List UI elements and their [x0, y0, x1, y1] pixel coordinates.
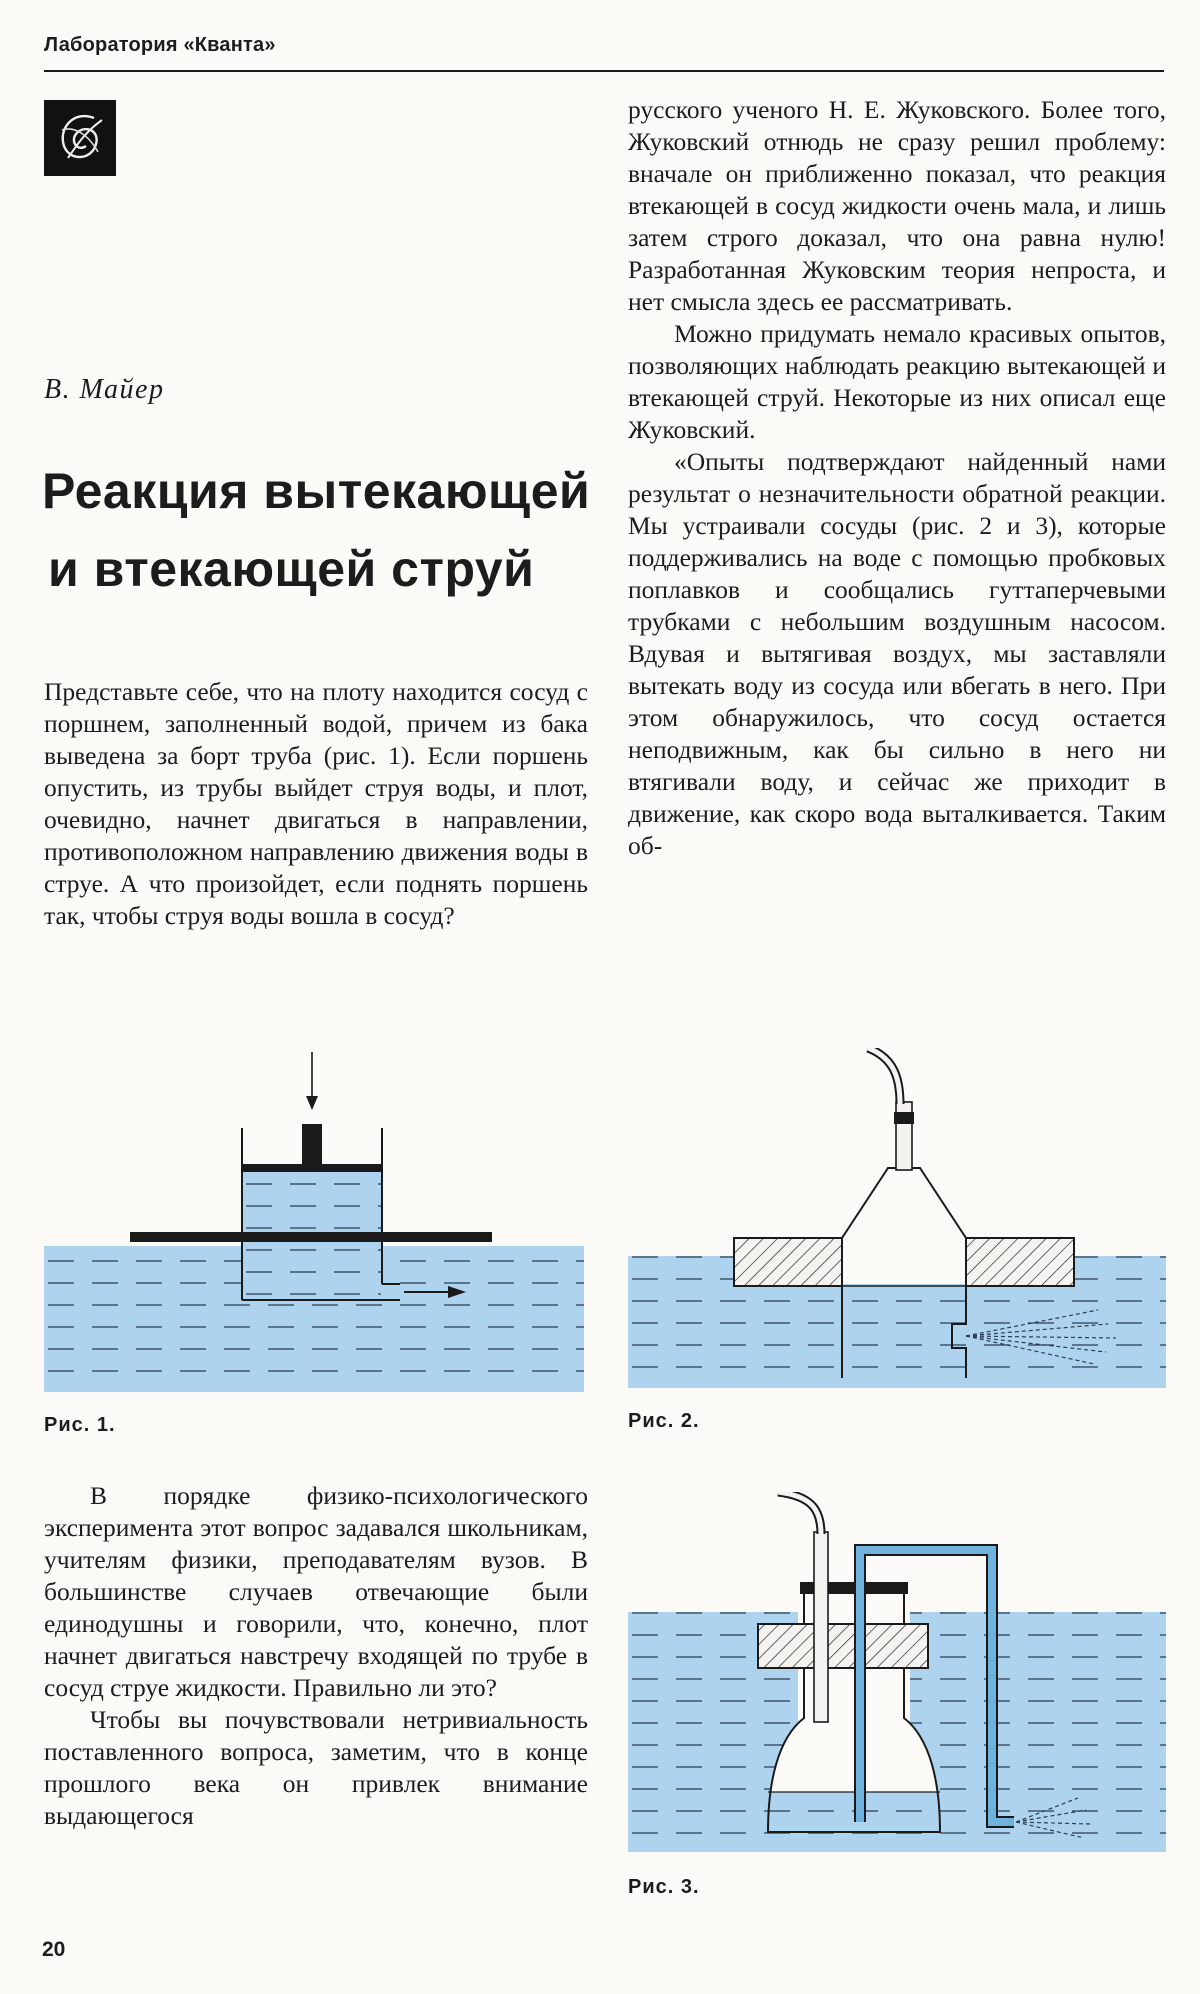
paragraph: Чтобы вы почувствовали нетривиальность поставленного вопроса, заметим, что в конце прошлого века он привлек внимание выдающегося: [44, 1705, 588, 1830]
left-column-top: [44, 676, 588, 932]
paragraph: «Опыты подтверждают найденный нами результат о незначительности обратной реакции. Мы устраивали сосуды (рис. 2 и 3), которые поддерживались на воде с помощью пробковых поплавков и сообщались гуттаперчевыми трубками с небольшим воздушным насосом. Вдувая и вытягивая воздух, мы заставляли вытекать воду из сосуда или вбегать в него. При этом обнаружилось, что сосуд остается неподвижным, как бы сильно в него ни втягивали воду, и сейчас же приходит в движение, как скоро вода выталкивается. Таким об-: [628, 447, 1166, 860]
section-header: Лаборатория «Кванта»: [44, 34, 276, 56]
paragraph: русского ученого Н. Е. Жуковского. Более того, Жуковский отнюдь не сразу решил проблему: вначале он приближенно показал, что реакция втекающей в сосуд жидкости очень мала, и лишь затем строго доказал, что она равна нулю! Разработанная Жуковским теория непроста, и нет смысла здесь ее рассматривать.: [628, 95, 1166, 316]
paragraph: Представьте себе, что на плоту находится сосуд с поршнем, заполненный водой, причем из бака выведена за борт труба (рис. 1). Если поршень опустить, из трубы выйдет струя воды, и плот, очевидно, начнет двигаться в направлении, противоположном направлению движения воды в струе. А что произойдет, если поднять поршень так, чтобы струя воды вошла в сосуд?: [44, 677, 588, 930]
article-title: [42, 452, 602, 608]
figure-3: [628, 1492, 1168, 1867]
figure-2-caption: Рис. 2.: [628, 1410, 700, 1432]
article-author: В. Майер: [44, 374, 165, 405]
header-rule: [44, 70, 1164, 72]
section-logo: [44, 100, 116, 176]
logo-swirl-icon: [44, 100, 116, 176]
title-line-1: Реакция вытекающей: [42, 463, 591, 519]
figure-1-caption: Рис. 1.: [44, 1414, 116, 1436]
figure-1: [44, 1052, 584, 1417]
paragraph: Можно придумать немало красивых опытов, позволяющих наблюдать реакцию вытекающей и втекающей струй. Некоторые из них описал еще Жуковский.: [628, 319, 1166, 444]
left-column-bottom: [44, 1480, 588, 1832]
figure-2: [628, 1048, 1168, 1403]
title-line-2: и втекающей струй: [48, 541, 535, 597]
paragraph: В порядке физико-психологического эксперимента этот вопрос задавался школьникам, учителям физики, преподавателям вузов. В большинстве случаев отвечающие были единодушны и говорили, что, конечно, плот начнет двигаться навстречу входящей по трубе в сосуд струе жидкости. Правильно ли это?: [44, 1481, 588, 1702]
figure-3-caption: Рис. 3.: [628, 1876, 700, 1898]
page-number: 20: [42, 1938, 66, 1961]
right-column: [628, 94, 1166, 862]
